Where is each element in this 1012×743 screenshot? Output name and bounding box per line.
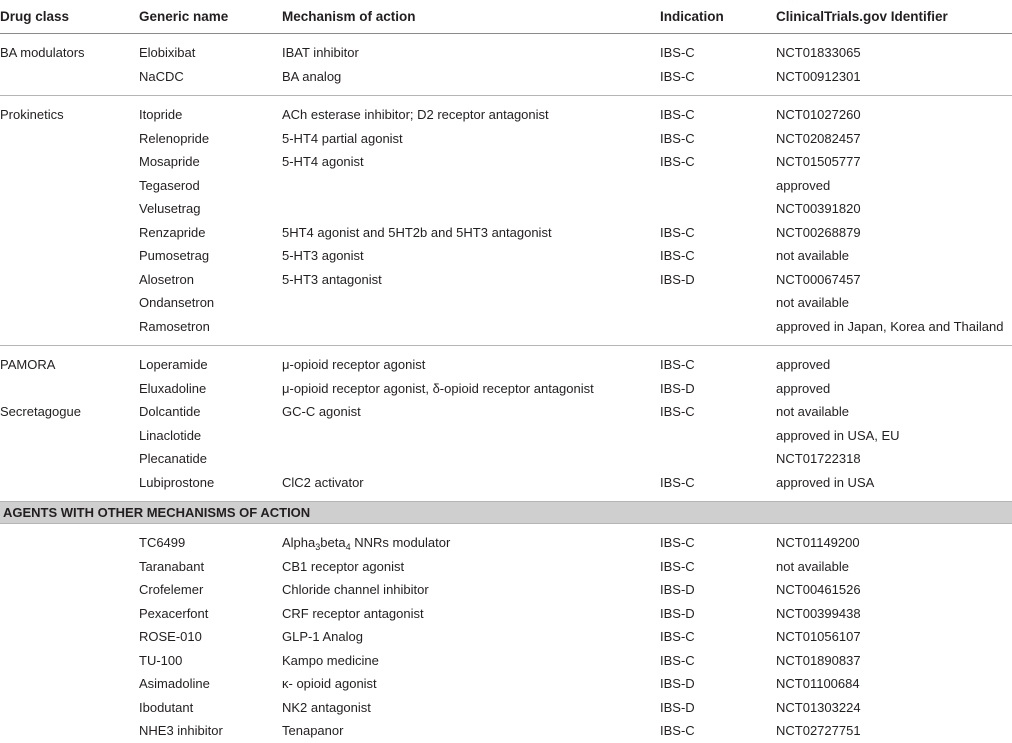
mechanism-cell (282, 315, 660, 346)
header-indication: Indication (660, 9, 724, 24)
table-row (0, 244, 1012, 268)
identifier-cell: NCT01303224 (776, 699, 861, 715)
mechanism-cell: BA analog (282, 65, 660, 96)
identifier-cell: NCT01100684 (776, 676, 860, 691)
indication-cell: IBS-C (660, 248, 695, 263)
indication-cell: IBS-C (660, 65, 776, 96)
table-row (0, 174, 1012, 198)
mechanism-cell: μ-opioid receptor agonist, δ-opioid receptor antagonist (282, 380, 594, 396)
header-drug-class: Drug class (0, 9, 70, 24)
table-row (0, 377, 1012, 401)
indication-cell: IBS-C (660, 723, 695, 738)
indication-cell (660, 197, 776, 221)
table-row (0, 649, 1012, 673)
mechanism-cell: 5-HT4 agonist (282, 154, 364, 169)
drug-class-cell (0, 555, 139, 579)
table-row (0, 346, 1012, 377)
generic-name-cell: Crofelemer (139, 582, 204, 597)
indication-cell: IBS-C (660, 357, 695, 372)
generic-name-cell: Tegaserod (139, 177, 200, 193)
table-header-row (0, 0, 1012, 34)
table-row (0, 96, 1012, 127)
indication-cell: IBS-C (660, 130, 695, 146)
drug-class-cell (0, 315, 139, 346)
mechanism-cell: ClC2 activator (282, 474, 364, 490)
indication-cell (660, 424, 776, 448)
drug-class-cell (0, 221, 139, 245)
generic-name-cell: Velusetrag (139, 201, 201, 216)
generic-name-cell: Taranabant (139, 558, 205, 574)
table-row (0, 127, 1012, 151)
table-row (0, 268, 1012, 292)
mechanism-cell (282, 424, 660, 448)
header-identifier: ClinicalTrials.gov Identifier (776, 9, 948, 24)
identifier-cell: NCT00912301 (776, 65, 1012, 96)
indication-cell (660, 174, 776, 198)
indication-cell (660, 291, 776, 315)
generic-name-cell: NHE3 inhibitor (139, 723, 223, 738)
header-mechanism: Mechanism of action (282, 9, 416, 24)
drug-class-cell (0, 174, 139, 198)
generic-name-cell: Mosapride (139, 154, 200, 169)
indication-cell: IBS-C (660, 652, 695, 668)
drug-class-cell: Prokinetics (0, 107, 64, 122)
mechanism-cell (282, 447, 660, 471)
mechanism-cell: CRF receptor antagonist (282, 605, 424, 621)
table-row (0, 719, 1012, 743)
generic-name-cell: Ondansetron (139, 295, 215, 310)
mechanism-cell: Tenapanor (282, 723, 344, 738)
indication-cell (660, 447, 776, 471)
drug-class-cell: BA modulators (0, 45, 85, 60)
indication-cell: IBS-C (660, 535, 695, 550)
drug-class-cell: PAMORA (0, 357, 56, 372)
identifier-cell: approved (776, 177, 831, 193)
table-row (0, 400, 1012, 424)
generic-name-cell: NaCDC (139, 65, 282, 96)
table-row (0, 34, 1012, 65)
mechanism-cell: Kampo medicine (282, 652, 379, 668)
identifier-cell: not available (776, 248, 849, 263)
generic-name-cell: Plecanatide (139, 451, 207, 466)
table-row (0, 65, 1012, 96)
identifier-cell: NCT02082457 (776, 130, 861, 146)
identifier-cell: NCT00461526 (776, 582, 861, 597)
table-row (0, 447, 1012, 471)
indication-cell: IBS-C (660, 404, 695, 419)
identifier-cell: NCT01149200 (776, 535, 860, 550)
table-row (0, 602, 1012, 626)
indication-cell: IBS-C (660, 629, 695, 644)
identifier-cell: approved in Japan, Korea and Thailand (776, 315, 1012, 346)
mechanism-cell: Alpha$_3$beta$_4$ NNRs modulator (282, 535, 451, 552)
table-row (0, 291, 1012, 315)
generic-name-cell: TC6499 (139, 535, 186, 550)
mechanism-cell: Chloride channel inhibitor (282, 582, 429, 597)
identifier-cell: NCT02727751 (776, 723, 861, 738)
table-row (0, 471, 1012, 502)
header-generic-name: Generic name (139, 9, 229, 24)
drug-class-cell (0, 602, 139, 626)
indication-cell: IBS-D (660, 380, 695, 396)
identifier-cell: NCT00067457 (776, 271, 861, 287)
drug-class-cell (0, 65, 139, 96)
generic-name-cell: Pumosetrag (139, 248, 210, 263)
mechanism-cell: ACh esterase inhibitor; D2 receptor antagonist (282, 107, 549, 122)
mechanism-cell: 5-HT3 agonist (282, 248, 364, 263)
mechanism-cell: 5-HT3 antagonist (282, 271, 382, 287)
identifier-cell: not available (776, 404, 849, 419)
indication-cell: IBS-D (660, 699, 695, 715)
table-row (0, 424, 1012, 448)
identifier-cell: NCT01505777 (776, 154, 861, 169)
generic-name-cell: Renzapride (139, 224, 206, 240)
indication-cell: IBS-C (660, 107, 695, 122)
generic-name-cell: Alosetron (139, 271, 194, 287)
identifier-cell: approved in USA, EU (776, 427, 900, 443)
mechanism-cell (282, 197, 660, 221)
mechanism-cell: GLP-1 Analog (282, 629, 363, 644)
drug-class-cell (0, 578, 139, 602)
table-row (0, 524, 1012, 555)
identifier-cell: not available (776, 558, 849, 574)
mechanism-cell: CB1 receptor agonist (282, 558, 405, 574)
generic-name-cell: Itopride (139, 107, 183, 122)
drug-class-cell (0, 424, 139, 448)
drug-class-cell (0, 244, 139, 268)
generic-name-cell: Relenopride (139, 130, 210, 146)
mechanism-cell: 5HT4 agonist and 5HT2b and 5HT3 antagonist (282, 224, 552, 240)
mechanism-cell: IBAT inhibitor (282, 45, 359, 60)
drug-class-cell (0, 696, 139, 720)
generic-name-cell: Ramosetron (139, 315, 282, 346)
indication-cell: IBS-C (660, 558, 695, 574)
table-row (0, 696, 1012, 720)
mechanism-cell: 5-HT4 partial agonist (282, 130, 403, 146)
indication-cell: IBS-D (660, 605, 695, 621)
identifier-cell: NCT01027260 (776, 107, 861, 122)
identifier-cell: NCT01890837 (776, 652, 861, 668)
section-header-row (0, 502, 1012, 524)
table-row (0, 315, 1012, 346)
drug-class-cell: Secretagogue (0, 404, 81, 419)
table-row (0, 555, 1012, 579)
identifier-cell: NCT00268879 (776, 224, 861, 240)
generic-name-cell: Asimadoline (139, 676, 210, 691)
indication-cell: IBS-D (660, 582, 695, 597)
indication-cell: IBS-C (660, 45, 695, 60)
generic-name-cell: Eluxadoline (139, 380, 207, 396)
table-row (0, 221, 1012, 245)
drug-class-cell (0, 649, 139, 673)
identifier-cell: NCT01056107 (776, 629, 861, 644)
drug-class-cell (0, 447, 139, 471)
drug-class-cell (0, 625, 139, 649)
table-row (0, 625, 1012, 649)
generic-name-cell: Ibodutant (139, 699, 194, 715)
indication-cell (660, 315, 776, 346)
identifier-cell: NCT01722318 (776, 451, 861, 466)
generic-name-cell: Linaclotide (139, 427, 202, 443)
identifier-cell: not available (776, 295, 849, 310)
indication-cell: IBS-D (660, 271, 695, 287)
generic-name-cell: Loperamide (139, 357, 208, 372)
drug-class-cell (0, 291, 139, 315)
table-row (0, 150, 1012, 174)
table-row (0, 578, 1012, 602)
generic-name-cell: Lubiprostone (139, 474, 215, 490)
identifier-cell: approved in USA (776, 474, 875, 490)
table-body (0, 34, 1012, 743)
generic-name-cell: ROSE-010 (139, 629, 202, 644)
generic-name-cell: TU-100 (139, 652, 183, 668)
indication-cell: IBS-C (660, 474, 695, 490)
mechanism-cell (282, 174, 660, 198)
mechanism-cell: NK2 antagonist (282, 699, 371, 715)
identifier-cell: NCT01833065 (776, 45, 861, 60)
drug-class-cell (0, 719, 139, 743)
table-row (0, 197, 1012, 221)
generic-name-cell: Dolcantide (139, 404, 201, 419)
drug-class-cell (0, 377, 139, 401)
drug-class-cell (0, 150, 139, 174)
mechanism-cell: μ-opioid receptor agonist (282, 357, 426, 372)
drug-class-cell (0, 524, 139, 555)
identifier-cell: NCT00391820 (776, 201, 861, 216)
generic-name-cell: Elobixibat (139, 45, 196, 60)
identifier-cell: NCT00399438 (776, 605, 861, 621)
mechanism-cell: GC-C agonist (282, 404, 361, 419)
indication-cell: IBS-D (660, 676, 695, 691)
mechanism-cell (282, 291, 660, 315)
drug-class-cell (0, 268, 139, 292)
mechanism-cell: κ- opioid agonist (282, 676, 377, 691)
drug-class-cell (0, 197, 139, 221)
drug-class-cell (0, 127, 139, 151)
table-row (0, 672, 1012, 696)
indication-cell: IBS-C (660, 154, 695, 169)
indication-cell: IBS-C (660, 224, 695, 240)
section-header-label: AGENTS WITH OTHER MECHANISMS OF ACTION (0, 502, 1012, 524)
drug-class-cell (0, 672, 139, 696)
identifier-cell: approved (776, 357, 831, 372)
drug-class-cell (0, 471, 139, 502)
generic-name-cell: Pexacerfont (139, 605, 209, 621)
identifier-cell: approved (776, 380, 831, 396)
